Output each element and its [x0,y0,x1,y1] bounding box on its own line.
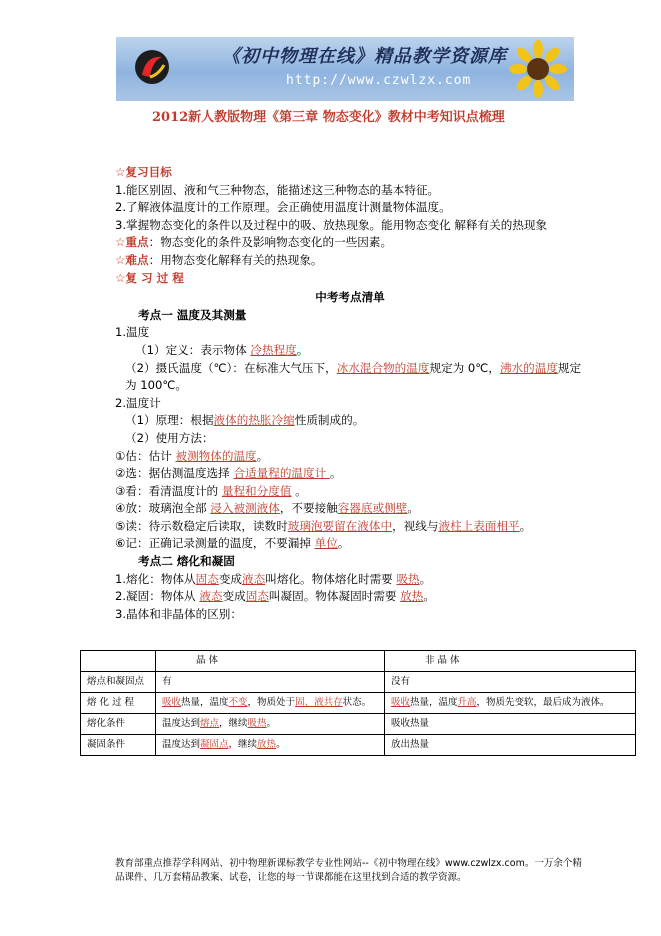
table-row [81,735,636,756]
exam-list-title: 中考考点清单 [315,290,385,305]
step-read: ⑤读：待示数稳定后读取，读数时玻璃泡要留在液体中，视线与液柱上表面相平。 [115,518,532,533]
solidifying-definition: 2.凝固：物体从 液态变成固态叫凝固。物体凝固时需要 放热。 [115,589,435,604]
row-label: 熔点和凝固点 [81,672,156,693]
row-label: 熔化条件 [81,714,156,735]
table-row [81,693,636,714]
step-select: ②选：据估测温度选择 合适量程的温度计 。 [115,466,342,481]
section-k2: 考点二 熔化和凝固 [138,554,235,569]
star-icon: ☆ [115,165,126,179]
item-temperature: 1.温度 [115,325,150,340]
celsius-definition: （2）摄氏温度（℃）：在标准大气压下，冰水混合物的温度规定为 0℃，沸水的温度规定为 100℃。 [125,360,582,393]
crystal-difference-heading: 3.晶体和非晶体的区别： [115,606,242,621]
thermometer-principle: （1）原理：根据液体的热胀冷缩性质制成的。 [125,413,365,428]
banner-title: 《初中物理在线》精品教学资源库 [222,46,507,67]
table-header-noncrystal: 非 晶 体 [385,651,636,672]
site-logo-icon [132,47,172,87]
star-icon: ☆ [115,270,126,285]
banner-url[interactable]: http://www.czwlzx.com [286,73,472,88]
sunflower-icon [508,39,568,99]
item-thermometer: 2.温度计 [115,395,161,410]
table-cell: 有 [156,672,385,693]
step-place: ④放：玻璃泡全部 浸入被测液体，不要接触容器底或侧壁。 [115,501,419,516]
row-label: 凝固条件 [81,735,156,756]
table-cell: 吸收热量，温度不变，物质处于固、液共存状态。 [156,693,385,714]
table-header-crystal: 晶 体 [156,651,385,672]
table-row [81,672,636,693]
table-cell [81,651,156,672]
document-title: 2012新人教版物理《第三章 物态变化》教材中考知识点梳理 [152,110,505,125]
table-cell: 没有 [385,672,636,693]
step-record: ⑥记：正确记录测量的温度，不要漏掉 单位。 [115,536,350,551]
table-cell: 温度达到熔点，继续吸热。 [156,714,385,735]
document-body [115,164,585,623]
key-point: ☆重点：物态变化的条件及影响物态变化的一些因素。 [115,235,393,250]
temperature-definition: （1）定义：表示物体 冷热程度。 [135,342,309,357]
step-look: ③看：看清温度计的 量程和分度值 。 [115,483,307,498]
goal-1: 1.能区别固、液和气三种物态，能描述这三种物态的基本特征。 [115,182,440,197]
star-icon: ☆ [115,235,126,250]
crystal-comparison-table [80,650,636,756]
usage-heading: （2）使用方法： [125,430,214,445]
melting-definition: 1.熔化：物体从固态变成液态叫熔化。物体熔化时需要 吸热。 [115,571,432,586]
table-cell: 吸收热量 [385,714,636,735]
row-label: 熔 化 过 程 [81,693,156,714]
review-goals-heading: ☆复习目标 [115,165,172,179]
goal-2: 2.了解液体温度计的工作原理。会正确使用温度计测量物体温度。 [115,200,451,215]
review-process-heading: ☆复 习 过 程 [115,270,184,285]
goal-3: 3.掌握物态变化的条件以及过程中的吸、放热现象。能用物态变化 解释有关的热现象 [115,217,548,232]
table-cell: 放出热量 [385,735,636,756]
table-cell: 吸收热量，温度升高，物质先变软，最后成为液体。 [385,693,636,714]
table-cell: 温度达到凝固点，继续放热。 [156,735,385,756]
table-row [81,714,636,735]
step-estimate: ①估：估计 被测物体的温度。 [115,448,269,463]
difficult-point: ☆难点：用物态变化解释有关的热现象。 [115,252,323,267]
table-row [81,651,636,672]
page-footer: 教育部重点推荐学科网站、初中物理新课标教学专业性网站--《初中物理在线》www.czwlzx.com。一万余个精品课件、几万套精品教案、试卷，让您的每一节课都能在这里找到合适的教学资源。 [115,858,582,883]
section-k1: 考点一 温度及其测量 [138,307,247,322]
star-icon: ☆ [115,252,126,267]
header-banner [116,37,574,101]
